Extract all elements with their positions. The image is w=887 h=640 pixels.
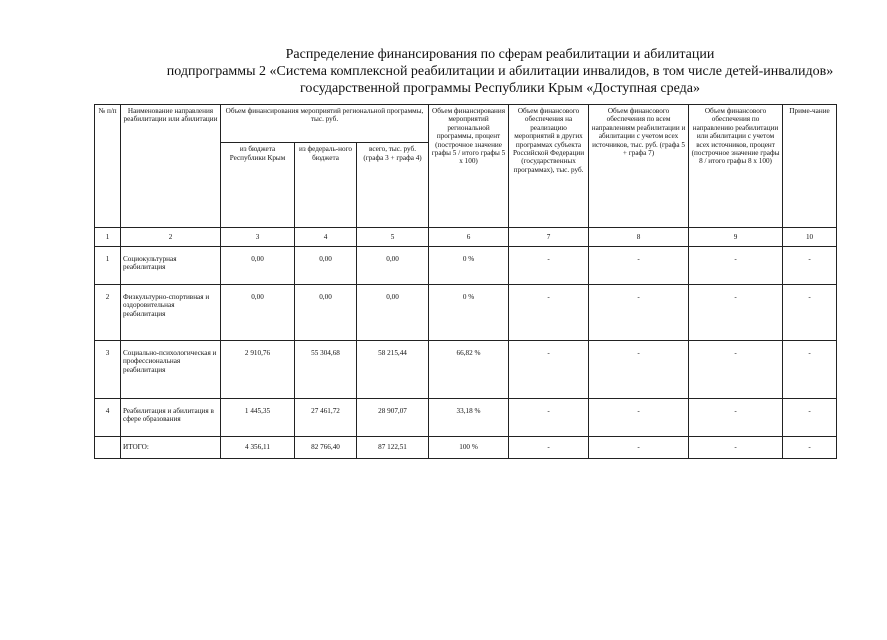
header-all-sources: Объем финансового обеспечения по всем направлениям реабилитации и абилитации с учетом всех источников, тыс. руб. (графа 5 + графа 7) bbox=[589, 105, 689, 228]
row-total: 28 907,07 bbox=[357, 399, 429, 437]
row-col7: - bbox=[509, 399, 589, 437]
total-col10: - bbox=[783, 437, 837, 459]
header-volume-group: Объем финансирования мероприятий региональной программы, тыс. руб. bbox=[221, 105, 429, 143]
table-row bbox=[95, 285, 837, 341]
title-line-1: Распределение финансирования по сферам реабилитации и абилитации bbox=[285, 47, 715, 62]
row-budget-fed: 0,00 bbox=[295, 247, 357, 285]
table-row bbox=[95, 341, 837, 399]
total-budget-fed: 82 766,40 bbox=[295, 437, 357, 459]
col-number: 10 bbox=[783, 228, 837, 247]
row-name: Социально-психологическая и профессиональная реабилитация bbox=[121, 341, 221, 399]
col-number: 7 bbox=[509, 228, 589, 247]
row-percent: 0 % bbox=[429, 285, 509, 341]
row-col9: - bbox=[689, 285, 783, 341]
total-col7: - bbox=[509, 437, 589, 459]
row-col9: - bbox=[689, 341, 783, 399]
row-name: Реабилитация и абилитация в сфере образования bbox=[121, 399, 221, 437]
title-line-2: подпрограммы 2 «Система комплексной реабилитации и абилитации инвалидов, в том числе детей-инвалидов» bbox=[166, 64, 834, 79]
total-total: 87 122,51 bbox=[357, 437, 429, 459]
total-budget-rk: 4 356,11 bbox=[221, 437, 295, 459]
header-all-sources-pct: Объем финансового обеспечения по направлению реабилитации или абилитации с учетом всех источников, процент (построчное значение графы 8 / итого графы 8 х 100) bbox=[689, 105, 783, 228]
col-number: 1 bbox=[95, 228, 121, 247]
row-budget-fed: 27 461,72 bbox=[295, 399, 357, 437]
row-total: 0,00 bbox=[357, 247, 429, 285]
table-row bbox=[95, 247, 837, 285]
col-number: 8 bbox=[589, 228, 689, 247]
row-budget-rk: 2 910,76 bbox=[221, 341, 295, 399]
col-number: 4 bbox=[295, 228, 357, 247]
row-budget-fed: 0,00 bbox=[295, 285, 357, 341]
header-other-programs: Объем финансового обеспечения на реализацию мероприятий в других программах субъекта Российской Федерации (государственных программах), тыс. руб. bbox=[509, 105, 589, 228]
total-row-num bbox=[95, 437, 121, 459]
col-number: 9 bbox=[689, 228, 783, 247]
column-number-row bbox=[95, 228, 837, 247]
row-col9: - bbox=[689, 399, 783, 437]
row-percent: 66,82 % bbox=[429, 341, 509, 399]
header-num: № п/п bbox=[95, 105, 121, 228]
total-col9: - bbox=[689, 437, 783, 459]
header-note: Приме-чание bbox=[783, 105, 837, 228]
row-percent: 33,18 % bbox=[429, 399, 509, 437]
row-col10: - bbox=[783, 285, 837, 341]
col-number: 5 bbox=[357, 228, 429, 247]
col-number: 6 bbox=[429, 228, 509, 247]
document-title bbox=[150, 46, 850, 97]
row-budget-rk: 0,00 bbox=[221, 247, 295, 285]
total-col8: - bbox=[589, 437, 689, 459]
row-col10: - bbox=[783, 399, 837, 437]
header-budget-fed: из федераль-ного бюджета bbox=[295, 143, 357, 228]
financing-table bbox=[94, 104, 837, 459]
total-percent: 100 % bbox=[429, 437, 509, 459]
row-total: 0,00 bbox=[357, 285, 429, 341]
header-name: Наименование направления реабилитации или абилитации bbox=[121, 105, 221, 228]
row-name: Физкультурно-спортивная и оздоровительная реабилитация bbox=[121, 285, 221, 341]
row-budget-rk: 0,00 bbox=[221, 285, 295, 341]
total-row bbox=[95, 437, 837, 459]
row-col9: - bbox=[689, 247, 783, 285]
col-number: 2 bbox=[121, 228, 221, 247]
row-col7: - bbox=[509, 247, 589, 285]
row-num: 1 bbox=[95, 247, 121, 285]
row-num: 4 bbox=[95, 399, 121, 437]
row-budget-fed: 55 304,68 bbox=[295, 341, 357, 399]
row-total: 58 215,44 bbox=[357, 341, 429, 399]
total-label: ИТОГО: bbox=[121, 437, 221, 459]
header-percent: Объем финансирования мероприятий региональной программы, процент (построчное значение графы 5 / итого графы 5 х 100) bbox=[429, 105, 509, 228]
header-total: всего, тыс. руб. (графа 3 + графа 4) bbox=[357, 143, 429, 228]
header-budget-rk: из бюджета Республики Крым bbox=[221, 143, 295, 228]
row-col10: - bbox=[783, 247, 837, 285]
col-number: 3 bbox=[221, 228, 295, 247]
title-line-3: государственной программы Республики Крым «Доступная среда» bbox=[300, 81, 700, 96]
row-col8: - bbox=[589, 341, 689, 399]
row-col7: - bbox=[509, 341, 589, 399]
row-col7: - bbox=[509, 285, 589, 341]
row-col8: - bbox=[589, 399, 689, 437]
table-row bbox=[95, 399, 837, 437]
row-col10: - bbox=[783, 341, 837, 399]
row-num: 3 bbox=[95, 341, 121, 399]
row-num: 2 bbox=[95, 285, 121, 341]
row-name: Социокультурная реабилитация bbox=[121, 247, 221, 285]
row-percent: 0 % bbox=[429, 247, 509, 285]
row-budget-rk: 1 445,35 bbox=[221, 399, 295, 437]
row-col8: - bbox=[589, 247, 689, 285]
row-col8: - bbox=[589, 285, 689, 341]
